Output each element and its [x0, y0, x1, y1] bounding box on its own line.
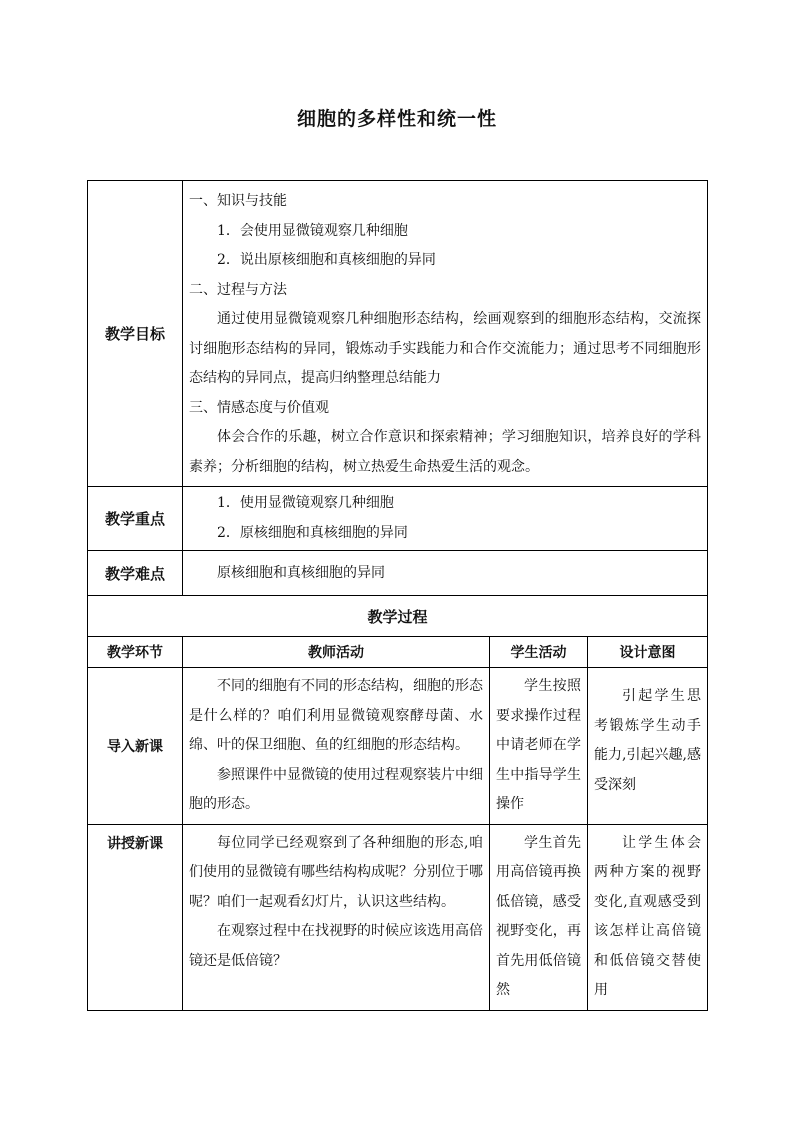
- page-title: 细胞的多样性和统一性: [296, 108, 497, 130]
- teacher-activity-intro: [183, 668, 490, 825]
- objectives-heading-1: 一、知识与技能: [189, 193, 287, 209]
- teacher-intro-para-2: 参照课件中显微镜的使用过程观察装片中细胞的形态。: [189, 766, 483, 812]
- student-intro-text: 学生按照要求操作过程中请老师在学生中指导学生操作: [496, 678, 581, 812]
- teacher-new-para-2: 在观察过程中在找视野的时候应该选用高倍镜还是低倍镜？: [189, 923, 483, 969]
- key-points-row: [88, 487, 708, 551]
- objectives-attitude-text: 体会合作的乐趣，树立合作意识和探索精神；学习细胞知识，培养良好的学科素养；分析细胞的结构，树立热爱生命热爱生活的观念。: [189, 429, 702, 475]
- difficulty-text: 原核细胞和真核细胞的异同: [217, 565, 385, 582]
- objectives-cell: [183, 181, 708, 487]
- header-stage: 教学环节: [88, 637, 183, 668]
- objectives-heading-2: 二、过程与方法: [189, 281, 287, 298]
- process-header-row: [88, 637, 708, 668]
- objectives-process-text: 通过使用显微镜观察几种细胞形态结构，绘画观察到的细胞形态结构，交流探讨细胞形态结构的异同，锻炼动手实践能力和合作交流能力；通过思考不同细胞形态结构的异同点，提高归纳整理总结能力: [189, 311, 702, 386]
- process-title-row: [88, 596, 708, 637]
- header-teacher: 教师活动: [183, 637, 490, 668]
- teacher-intro-para-1: 不同的细胞有不同的形态结构，细胞的形态是什么样的？咱们利用显微镜观察酵母菌、水绵、叶的保卫细胞、鱼的红细胞的形态结构。: [189, 678, 483, 753]
- process-row-new-lesson: [88, 824, 708, 1010]
- key-points-cell: [183, 487, 708, 551]
- difficulties-label: 教学难点: [88, 551, 183, 596]
- process-title: 教学过程: [88, 596, 708, 637]
- difficulties-cell: [183, 551, 708, 596]
- objectives-item-2: 2．说出原核细胞和真核细胞的异同: [217, 252, 436, 268]
- key-point-item-1: 1．使用显微镜观察几种细胞: [217, 495, 394, 511]
- key-points-label: 教学重点: [88, 487, 183, 551]
- intent-intro-text: 引起学生思考锻炼学生动手能力,引起兴趣,感受深刻: [594, 688, 702, 793]
- objectives-row: [88, 181, 708, 487]
- student-activity-intro: [490, 668, 588, 825]
- process-row-intro: [88, 668, 708, 825]
- header-student: 学生活动: [490, 637, 588, 668]
- stage-new-lesson: 讲授新课: [88, 824, 183, 1010]
- student-new-text: 学生首先用高倍镜再换低倍镜，感受视野变化，再首先用低倍镜然: [496, 834, 581, 998]
- intent-intro: [588, 668, 708, 825]
- teacher-activity-new-lesson: [183, 824, 490, 1010]
- objectives-item-1: 1．会使用显微镜观察几种细胞: [217, 222, 408, 239]
- key-point-item-2: 2．原核细胞和真核细胞的异同: [217, 524, 408, 541]
- teacher-new-para-1: 每位同学已经观察到了各种细胞的形态,咱们使用的显微镜有哪些结构构成呢？分别位于哪呢？咱们一起观看幻灯片，认识这些结构。: [189, 834, 483, 910]
- intent-new-lesson: [588, 824, 708, 1010]
- student-activity-new-lesson: [490, 824, 588, 1010]
- objectives-heading-3: 三、情感态度与价值观: [189, 399, 329, 416]
- header-intent: 设计意图: [588, 637, 708, 668]
- stage-intro: 导入新课: [88, 668, 183, 825]
- intent-new-text: 让学生体会两种方案的视野变化,直观感受到该怎样让高倍镜和低倍镜交替使用: [594, 834, 702, 998]
- lesson-plan-table: [87, 180, 708, 1011]
- difficulties-row: [88, 551, 708, 596]
- objectives-label: 教学目标: [88, 181, 183, 487]
